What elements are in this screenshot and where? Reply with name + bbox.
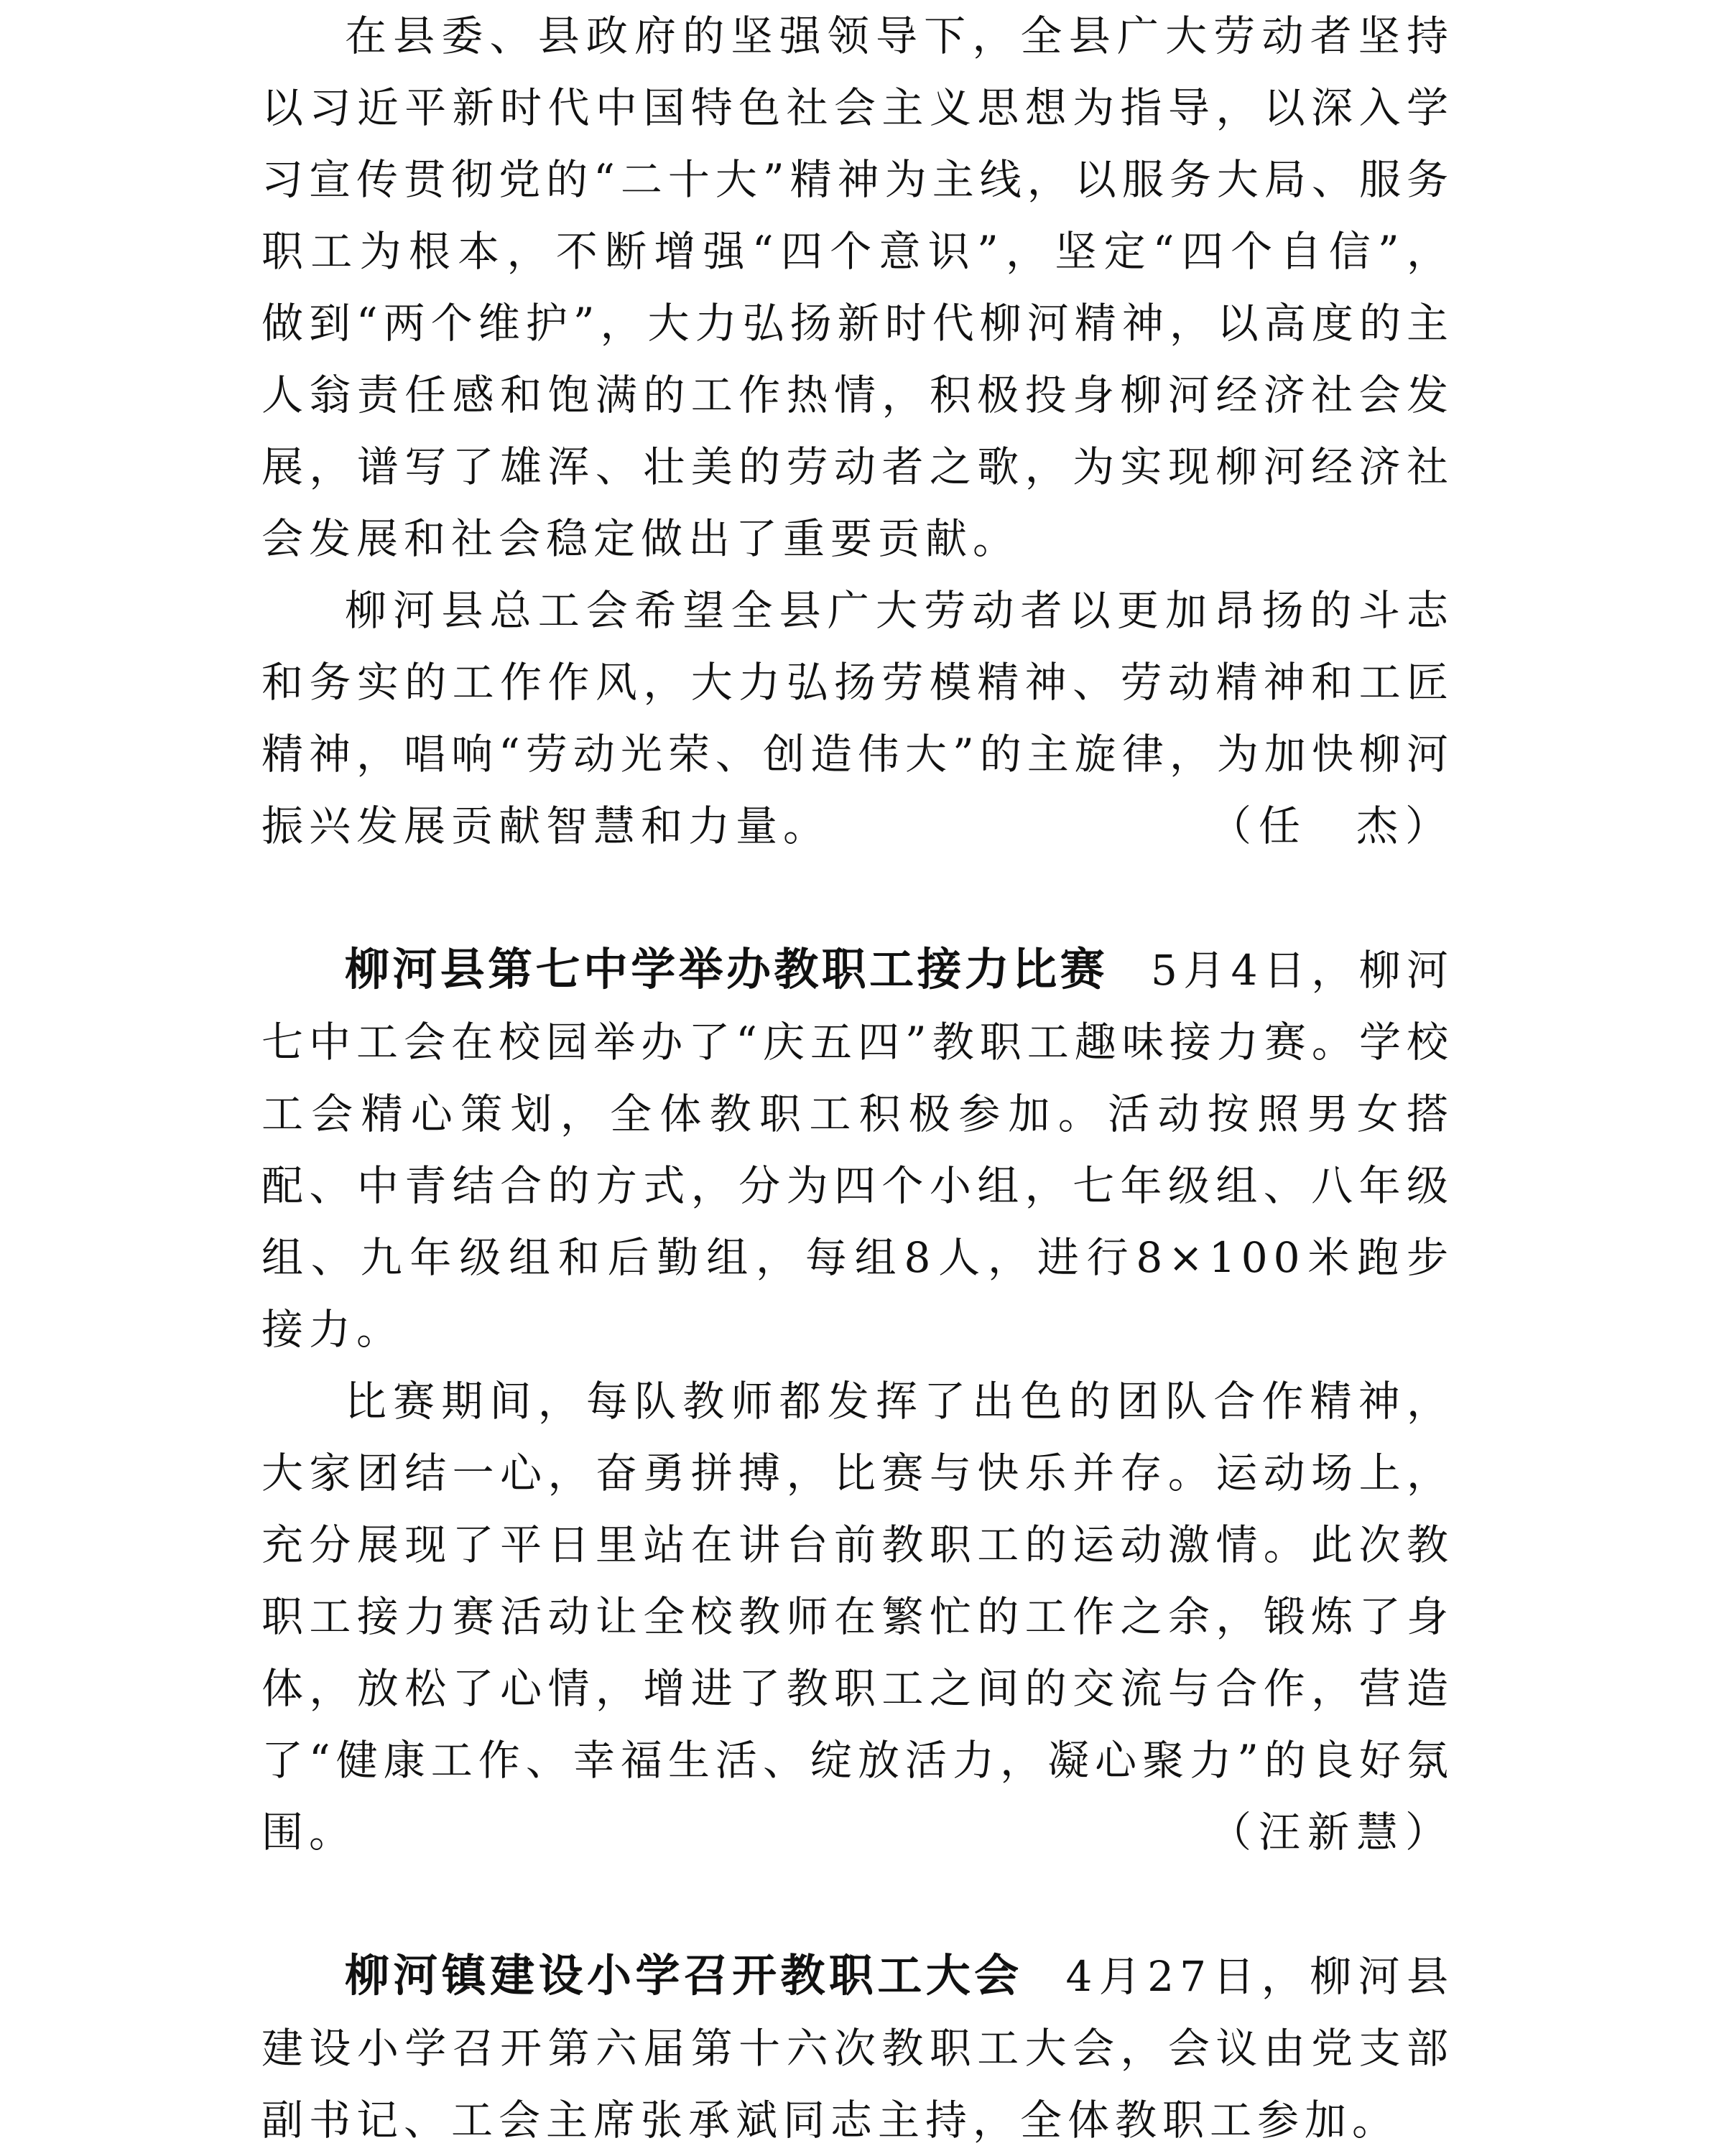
intro-paragraph-2-text: 柳河县总工会希望全县广大劳动者以更加昂扬的斗志和务实的工作作风，大力弘扬劳模精神、劳动精神和工匠精神，唱响“劳动光荣、创造伟大”的主旋律，为加快柳河振兴发展贡献智慧和力量。	[261, 586, 1454, 850]
article-1-paragraph-2-text: 比赛期间，每队教师都发挥了出色的团队合作精神，大家团结一心，奋勇拼搏，比赛与快乐并存。运动场上，充分展现了平日里站在讲台前教职工的运动激情。此次教职工接力赛活动让全校教师在繁忙的工作之余，锻炼了身体，放松了心情，增进了教职工之间的交流与合作，营造了“健康工作、幸福生活、绽放活力，凝心聚力”的良好氛围。	[261, 1377, 1454, 1857]
article-1-byline: （汪新慧）	[1209, 1808, 1454, 1857]
article-1-paragraph-2	[261, 1365, 1454, 1868]
text-column	[261, 0, 1454, 2156]
intro-paragraph-2	[261, 575, 1454, 862]
article-2-headline: 柳河镇建设小学召开教职工大会	[345, 1949, 1023, 2002]
intro-byline: （任 杰）	[1209, 801, 1454, 850]
article-2-lead: 4月27日，柳河县建设小学召开第六届第十六次教职工大会，会议由党支部副书记、工会主席张承斌同志主持，全体教职工参加。	[261, 1952, 1454, 2145]
intro-paragraph-1: 在县委、县政府的坚强领导下，全县广大劳动者坚持以习近平新时代中国特色社会主义思想为指导，以深入学习宣传贯彻党的“二十大”精神为主线，以服务大局、服务职工为根本，不断增强“四个意识”，坚定“四个自信”，做到“两个维护”，大力弘扬新时代柳河精神，以高度的主人翁责任感和饱满的工作热情，积极投身柳河经济社会发展，谱写了雄浑、壮美的劳动者之歌，为实现柳河经济社会发展和社会稳定做出了重要贡献。	[261, 11, 1454, 563]
article-1-headline: 柳河县第七中学举办教职工接力比赛	[345, 943, 1108, 995]
article-1-lead-paragraph	[261, 934, 1454, 1365]
article-2-lead-paragraph	[261, 1940, 1454, 2156]
article-1-lead: 5月4日，柳河七中工会在校园举办了“庆五四”教职工趣味接力赛。学校工会精心策划，全体教职工积极参加。活动按照男女搭配、中青结合的方式，分为四个小组，七年级组、八年级组、九年级组和后勤组，每组8人，进行8×100米跑步接力。	[261, 946, 1454, 1354]
